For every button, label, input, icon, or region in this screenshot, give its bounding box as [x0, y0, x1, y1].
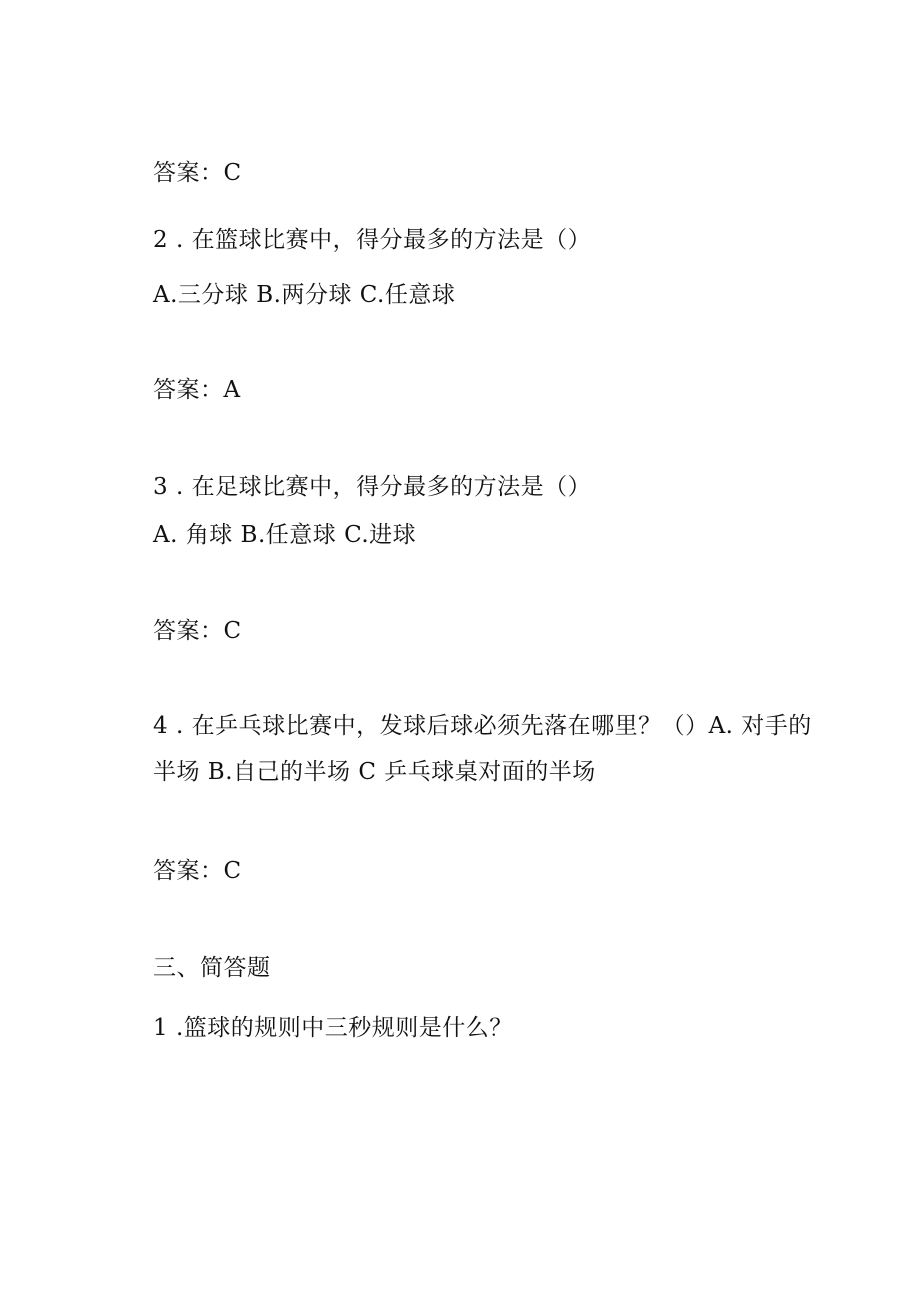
question-2-options: A.三分球 B.两分球 C.任意球 — [153, 282, 456, 308]
answer-2: 答案：A — [153, 377, 241, 403]
question-2: 2 . 在篮球比赛中，得分最多的方法是（） — [153, 227, 592, 253]
question-4: 4 . 在乒乓球比赛中，发球后球必须先落在哪里？（）A. 对手的半场 B.自己的半场 C 乒乓球桌对面的半场 — [153, 713, 812, 785]
question-3-options: A. 角球 B.任意球 C.进球 — [153, 522, 417, 548]
question-3: 3 . 在足球比赛中，得分最多的方法是（） — [153, 474, 592, 500]
answer-3: 答案：C — [153, 618, 242, 644]
answer-4: 答案：C — [153, 858, 242, 884]
short-answer-question-1: 1 .篮球的规则中三秒规则是什么？ — [153, 1015, 513, 1041]
section-title: 三、简答题 — [153, 955, 271, 981]
answer-1: 答案：C — [153, 160, 242, 186]
